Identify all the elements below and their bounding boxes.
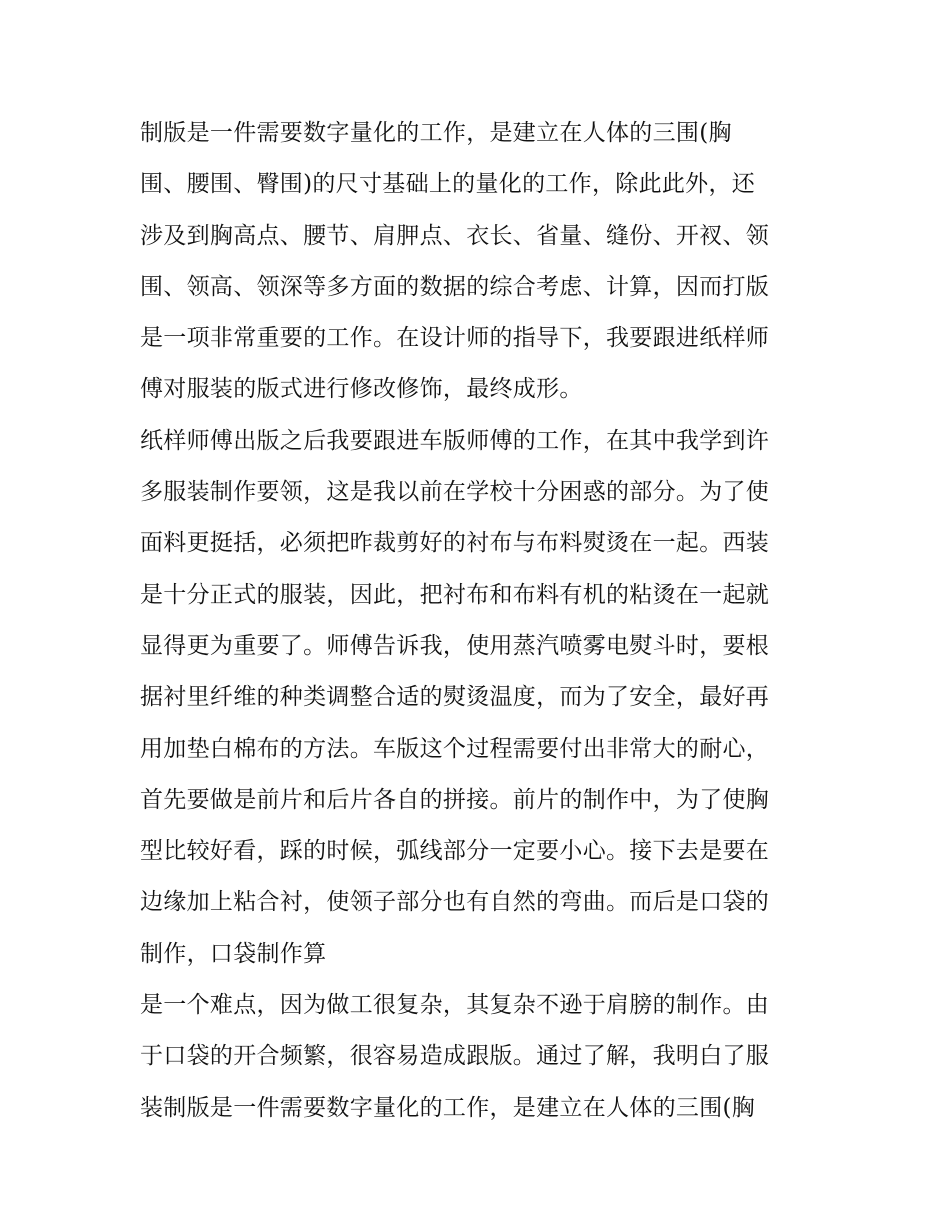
- text-line: 傅对服装的版式进行修改修饰，最终成形。: [140, 376, 583, 403]
- text-line: 多服装制作要领，这是我以前在学校十分困惑的部分。为了使: [140, 479, 770, 506]
- text-line: 是十分正式的服装，因此，把衬布和布料有机的粘烫在一起就: [140, 581, 770, 608]
- text-line: 首先要做是前片和后片各自的拼接。前片的制作中，为了使胸: [140, 786, 770, 813]
- text-line: 面料更挺括，必须把昨裁剪好的衬布与布料熨烫在一起。西装: [140, 530, 770, 557]
- text-line: 于口袋的开合频繁，很容易造成跟版。通过了解，我明白了服: [140, 1043, 770, 1070]
- text-line: 涉及到胸高点、腰节、肩胛点、衣长、省量、缝份、开衩、领: [140, 222, 770, 249]
- text-line: 纸样师傅出版之后我要跟进车版师傅的工作，在其中我学到许: [140, 427, 770, 454]
- text-line: 据衬里纤维的种类调整合适的熨烫温度，而为了安全，最好再: [140, 684, 770, 711]
- text-line: 型比较好看，踩的时候，弧线部分一定要小心。接下去是要在: [140, 838, 770, 865]
- text-line: 边缘加上粘合衬，使领子部分也有自然的弯曲。而后是口袋的: [140, 889, 770, 916]
- text-line: 装制版是一件需要数字量化的工作，是建立在人体的三围(胸: [140, 1094, 756, 1121]
- text-line: 是一项非常重要的工作。在设计师的指导下，我要跟进纸样师: [140, 325, 770, 352]
- text-line: 显得更为重要了。师傅告诉我，使用蒸汽喷雾电熨斗时，要根: [140, 632, 770, 659]
- text-line: 围、腰围、臀围)的尺寸基础上的量化的工作，除此此外，还: [140, 171, 756, 198]
- text-line: 是一个难点，因为做工很复杂，其复杂不逊于肩膀的制作。由: [140, 992, 770, 1019]
- text-line: 制作，口袋制作算: [140, 940, 327, 967]
- body-text: [140, 108, 830, 1134]
- text-line: 围、领高、领深等多方面的数据的综合考虑、计算，因而打版: [140, 273, 770, 300]
- text-line: 用加垫白棉布的方法。车版这个过程需要付出非常大的耐心，: [140, 735, 770, 762]
- text-line: 制版是一件需要数字量化的工作，是建立在人体的三围(胸: [140, 120, 732, 146]
